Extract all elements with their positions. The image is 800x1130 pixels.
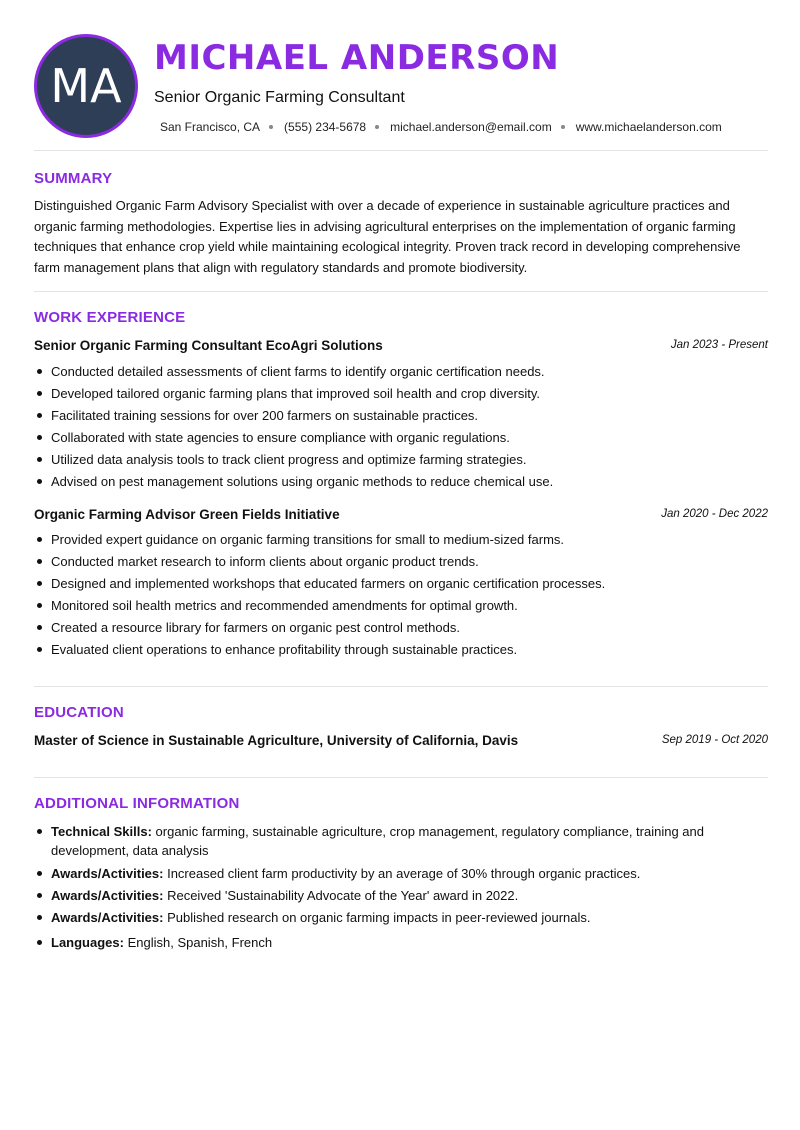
list-item: Created a resource library for farmers on organic pest control methods. xyxy=(34,619,768,636)
section-divider xyxy=(34,150,768,151)
contact-website[interactable]: www.michaelanderson.com xyxy=(575,120,722,134)
item-text: Received 'Sustainability Advocate of the Year' award in 2022. xyxy=(163,888,519,903)
list-item: Evaluated client operations to enhance profitability through sustainable practices. xyxy=(34,641,768,658)
job-header xyxy=(34,507,768,527)
item-text: Increased client farm productivity by an average of 30% through organic practices. xyxy=(163,866,641,881)
list-item: Conducted market research to inform clients about organic product trends. xyxy=(34,553,768,570)
job-date: Jan 2020 - Dec 2022 xyxy=(661,508,768,520)
item-text: English, Spanish, French xyxy=(123,935,273,950)
item-label: Languages: xyxy=(51,935,124,950)
list-item: Advised on pest management solutions using organic methods to reduce chemical use. xyxy=(34,473,768,490)
candidate-title: Senior Organic Farming Consultant xyxy=(154,89,405,106)
experience-heading: WORK EXPERIENCE xyxy=(34,309,186,326)
resume-header xyxy=(34,34,768,138)
item-text: organic farming, sustainable agriculture, crop management, regulatory compliance, training and development, data analysis xyxy=(51,824,704,858)
list-item xyxy=(34,887,768,904)
job-bullets xyxy=(34,363,768,495)
summary-text: Distinguished Organic Farm Advisory Specialist with over a decade of experience in sustainable agriculture practices and organic farming methodologies. Expertise lies in advising agricultural enterprises on the implementation of organic farming techniques that enhance crop yield while maintaining ecological integrity. Proven track record in developing comprehensive farm management plans that align with regulatory standards and promote biodiversity. xyxy=(34,198,741,275)
item-label: Awards/Activities: xyxy=(51,910,164,925)
avatar xyxy=(34,34,138,138)
separator-dot xyxy=(375,125,379,129)
list-item: Monitored soil health metrics and recommended amendments for optimal growth. xyxy=(34,597,768,614)
additional-list xyxy=(34,822,768,956)
education-entry xyxy=(34,733,768,753)
education-heading: EDUCATION xyxy=(34,704,124,721)
list-item: Developed tailored organic farming plans that improved soil health and crop diversity. xyxy=(34,385,768,402)
item-label: Awards/Activities: xyxy=(51,888,164,903)
list-item xyxy=(34,822,768,860)
list-item: Provided expert guidance on organic farming transitions for small to medium-sized farms. xyxy=(34,531,768,548)
item-text: Published research on organic farming impacts in peer-reviewed journals. xyxy=(163,910,591,925)
job-date: Jan 2023 - Present xyxy=(670,339,768,351)
job-header xyxy=(34,338,768,358)
item-label: Awards/Activities: xyxy=(51,866,164,881)
list-item: Utilized data analysis tools to track client progress and optimize farming strategies. xyxy=(34,451,768,468)
section-divider xyxy=(34,777,768,778)
contact-bar xyxy=(160,120,722,134)
section-divider xyxy=(34,291,768,292)
item-label: Technical Skills: xyxy=(51,824,152,839)
separator-dot xyxy=(269,125,273,129)
candidate-name: MICHAEL ANDERSON xyxy=(154,38,560,78)
section-divider xyxy=(34,686,768,687)
job-role: Organic Farming Advisor Green Fields Initiative xyxy=(34,507,340,522)
additional-heading: ADDITIONAL INFORMATION xyxy=(34,795,240,812)
list-item: Conducted detailed assessments of client farms to identify organic certification needs. xyxy=(34,363,768,380)
list-item xyxy=(34,865,768,882)
list-item xyxy=(34,909,768,926)
avatar-initials: MA xyxy=(50,59,122,113)
list-item: Facilitated training sessions for over 200 farmers on sustainable practices. xyxy=(34,407,768,424)
separator-dot xyxy=(561,125,565,129)
education-date: Sep 2019 - Oct 2020 xyxy=(661,734,768,746)
list-item: Collaborated with state agencies to ensure compliance with organic regulations. xyxy=(34,429,768,446)
job-role: Senior Organic Farming Consultant EcoAgri Solutions xyxy=(34,338,383,353)
education-degree: Master of Science in Sustainable Agriculture, University of California, Davis xyxy=(34,733,519,748)
list-item xyxy=(34,934,768,951)
summary-heading: SUMMARY xyxy=(34,170,113,187)
job-bullets xyxy=(34,531,768,663)
contact-phone[interactable]: (555) 234-5678 xyxy=(284,120,390,134)
list-item: Designed and implemented workshops that educated farmers on organic certification processes. xyxy=(34,575,768,592)
contact-location: San Francisco, CA xyxy=(160,120,284,134)
contact-email[interactable]: michael.anderson@email.com xyxy=(390,120,576,134)
